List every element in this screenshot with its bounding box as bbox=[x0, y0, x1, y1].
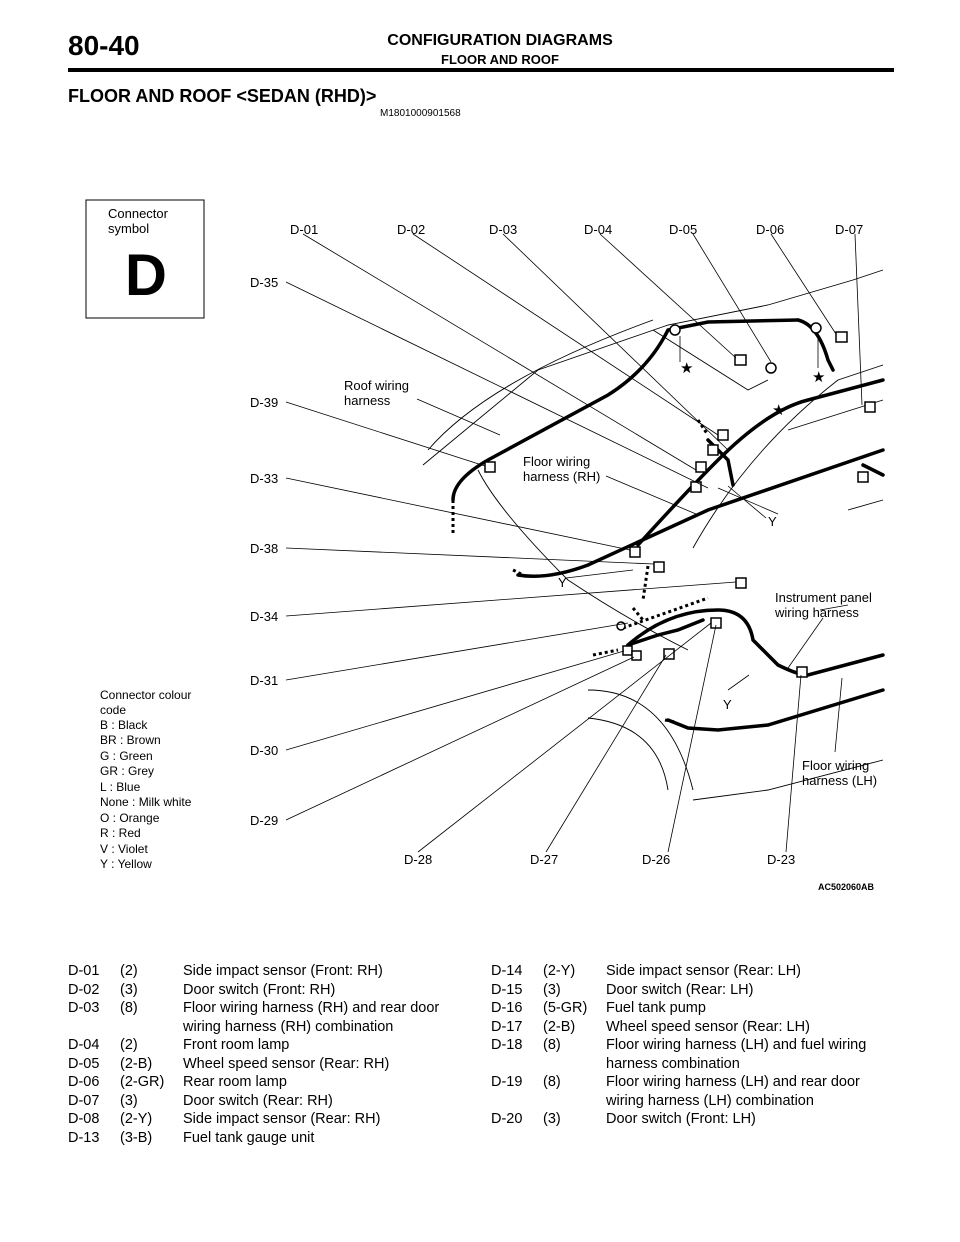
table-row bbox=[68, 1129, 478, 1148]
colour-code-entry: GR : Grey bbox=[100, 764, 155, 778]
connector-label-d07: D-07 bbox=[835, 222, 864, 237]
connector-code: D-14 bbox=[491, 963, 523, 979]
connector-label-d01: D-01 bbox=[290, 222, 319, 237]
connector-label-d39: D-39 bbox=[250, 395, 279, 410]
connector-pins: (8) bbox=[543, 1037, 561, 1053]
connector-label-d31: D-31 bbox=[250, 673, 279, 688]
connector-name: Floor wiring harness (LH) and fuel wiring harness combination bbox=[606, 1037, 867, 1072]
connector-pins: (2) bbox=[120, 1037, 138, 1053]
wiring-diagram bbox=[68, 130, 894, 900]
star-icon: ★ bbox=[812, 368, 826, 386]
connector-pins: (3) bbox=[543, 1111, 561, 1127]
colour-code-legend bbox=[100, 688, 192, 871]
colour-code-title-2: code bbox=[100, 703, 127, 717]
floor-rh-harness-label-1: Floor wiring bbox=[523, 454, 591, 469]
colour-code-entry: L : Blue bbox=[100, 780, 141, 794]
y-marker: Y bbox=[723, 697, 732, 712]
connector-symbol-letter: D bbox=[125, 243, 167, 308]
y-marker: Y bbox=[768, 514, 777, 529]
colour-code-entry: Y : Yellow bbox=[100, 857, 152, 871]
grommets bbox=[617, 323, 821, 630]
connector-pins: (2-GR) bbox=[120, 1074, 165, 1090]
connector-label-d29: D-29 bbox=[250, 813, 279, 828]
harness-labels bbox=[344, 378, 877, 788]
connector-name: Floor wiring harness (LH) and rear door wiring harness (LH) combination bbox=[606, 1074, 860, 1109]
connector-label-d27: D-27 bbox=[530, 852, 559, 867]
connector-code: D-07 bbox=[68, 1092, 100, 1109]
header-title: CONFIGURATION DIAGRAMS bbox=[387, 32, 613, 49]
connector-label-d30: D-30 bbox=[250, 743, 279, 758]
roof-harness-label-2: harness bbox=[344, 393, 391, 408]
connector-table-right bbox=[491, 962, 901, 1129]
colour-code-entry: R : Red bbox=[100, 826, 141, 840]
connector-pins: (5-GR) bbox=[543, 1000, 588, 1016]
connector-code: D-18 bbox=[491, 1037, 523, 1053]
connector-name: Front room lamp bbox=[183, 1037, 290, 1053]
connector-code: D-17 bbox=[491, 1018, 523, 1035]
colour-code-entry: None : Milk white bbox=[100, 795, 192, 809]
colour-code-entry: B : Black bbox=[100, 718, 148, 732]
connector-pins: (2-Y) bbox=[543, 963, 576, 979]
connector-code: D-19 bbox=[491, 1074, 523, 1090]
table-row bbox=[491, 1110, 901, 1129]
connector-code: D-08 bbox=[68, 1111, 100, 1127]
leader-lines bbox=[286, 234, 862, 852]
connector-pins: (3) bbox=[120, 1092, 138, 1109]
connector-table-left bbox=[68, 962, 478, 1147]
connector-name: Wheel speed sensor (Rear: LH) bbox=[606, 1018, 810, 1035]
connector-name: Door switch (Rear: RH) bbox=[183, 1092, 333, 1109]
floor-rh-harness-label-2: harness (RH) bbox=[523, 469, 601, 484]
connector-code: D-15 bbox=[491, 981, 523, 998]
y-marker: Y bbox=[558, 575, 567, 590]
table-row bbox=[68, 1036, 478, 1055]
colour-code-entry: G : Green bbox=[100, 749, 153, 763]
connector-name: Floor wiring harness (RH) and rear door wiring harness (RH) combination bbox=[183, 1000, 440, 1035]
connector-label-d02: D-02 bbox=[397, 222, 426, 237]
table-row bbox=[491, 999, 901, 1018]
connector-label-d33: D-33 bbox=[250, 471, 279, 486]
section-title: FLOOR AND ROOF <SEDAN (RHD)> bbox=[68, 86, 377, 106]
table-row bbox=[491, 1018, 901, 1037]
colour-code-entry: V : Violet bbox=[100, 842, 148, 856]
table-row bbox=[491, 981, 901, 1000]
document-code: M1801000901568 bbox=[380, 108, 461, 119]
table-row bbox=[68, 981, 478, 1000]
connector-name: Side impact sensor (Front: RH) bbox=[183, 963, 383, 979]
header-subtitle: FLOOR AND ROOF bbox=[441, 52, 559, 67]
connector-label-d26: D-26 bbox=[642, 852, 671, 867]
table-row bbox=[68, 999, 478, 1036]
top-connector-labels bbox=[290, 222, 863, 237]
connector-pins: (2-Y) bbox=[120, 1111, 153, 1127]
roof-harness-label-1: Roof wiring bbox=[344, 378, 410, 393]
connector-pins: (3) bbox=[120, 981, 138, 998]
colour-code-entry: BR : Brown bbox=[100, 733, 161, 747]
bottom-connector-labels bbox=[404, 852, 795, 867]
floor-lh-harness-label-2: harness (LH) bbox=[802, 773, 878, 788]
connector-name: Fuel tank gauge unit bbox=[183, 1129, 315, 1146]
connector-name: Fuel tank pump bbox=[606, 1000, 706, 1016]
connector-label-d35: D-35 bbox=[250, 275, 279, 290]
connector-name: Door switch (Rear: LH) bbox=[606, 981, 754, 998]
connector-symbol-label-1: Connector bbox=[108, 206, 168, 221]
connector-pins: (2) bbox=[120, 963, 138, 979]
header-rule bbox=[68, 68, 894, 72]
table-row bbox=[491, 962, 901, 981]
table-row bbox=[68, 962, 478, 981]
connector-pins: (3) bbox=[543, 981, 561, 998]
figure-code: AC502060AB bbox=[818, 882, 875, 892]
connector-pins: (2-B) bbox=[120, 1055, 153, 1072]
connector-label-d03: D-03 bbox=[489, 222, 518, 237]
table-row bbox=[68, 1073, 478, 1092]
connector-code: D-03 bbox=[68, 1000, 100, 1016]
connector-label-d23: D-23 bbox=[767, 852, 796, 867]
connector-pins: (2-B) bbox=[543, 1018, 576, 1035]
connector-code: D-16 bbox=[491, 1000, 523, 1016]
colour-code-title-1: Connector colour bbox=[100, 688, 192, 702]
instrument-harness-label-1: Instrument panel bbox=[775, 590, 872, 605]
connector-pins: (8) bbox=[120, 1000, 138, 1016]
connector-label-d38: D-38 bbox=[250, 541, 279, 556]
star-icon: ★ bbox=[680, 359, 694, 377]
connector-label-d05: D-05 bbox=[669, 222, 698, 237]
floor-lh-harness-label-1: Floor wiring bbox=[802, 758, 870, 773]
connector-code: D-04 bbox=[68, 1037, 100, 1053]
connector-label-d34: D-34 bbox=[250, 609, 279, 624]
page-number: 80-40 bbox=[68, 30, 140, 61]
y-markers bbox=[558, 514, 777, 712]
connector-code: D-06 bbox=[68, 1074, 100, 1090]
connector-code: D-05 bbox=[68, 1055, 100, 1072]
connector-symbol-label-2: symbol bbox=[108, 221, 150, 236]
table-row bbox=[491, 1036, 901, 1073]
wiring-diagram-svg bbox=[68, 130, 894, 900]
connector-label-d28: D-28 bbox=[404, 852, 433, 867]
connector-code: D-13 bbox=[68, 1129, 100, 1146]
connector-pins: (8) bbox=[543, 1074, 561, 1090]
table-row bbox=[68, 1055, 478, 1074]
connector-code: D-20 bbox=[491, 1111, 523, 1127]
connector-name: Rear room lamp bbox=[183, 1074, 287, 1090]
connector-pins: (3-B) bbox=[120, 1129, 153, 1146]
connector-name: Side impact sensor (Rear: LH) bbox=[606, 963, 802, 979]
instrument-harness-label-2: wiring harness bbox=[775, 605, 859, 620]
connector-label-d04: D-04 bbox=[584, 222, 613, 237]
left-connector-labels bbox=[250, 275, 278, 828]
connector-name: Door switch (Front: RH) bbox=[183, 981, 336, 998]
star-marks bbox=[680, 359, 825, 419]
connector-code: D-01 bbox=[68, 963, 100, 979]
table-row bbox=[68, 1110, 478, 1129]
table-row bbox=[68, 1092, 478, 1111]
connector-code: D-02 bbox=[68, 981, 100, 998]
connector-name: Wheel speed sensor (Rear: RH) bbox=[183, 1055, 390, 1072]
star-icon: ★ bbox=[772, 401, 786, 419]
colour-code-entry: O : Orange bbox=[100, 811, 160, 825]
table-row bbox=[491, 1073, 901, 1110]
connector-name: Door switch (Front: LH) bbox=[606, 1111, 756, 1127]
connector-name: Side impact sensor (Rear: RH) bbox=[183, 1111, 381, 1127]
connector-label-d06: D-06 bbox=[756, 222, 785, 237]
